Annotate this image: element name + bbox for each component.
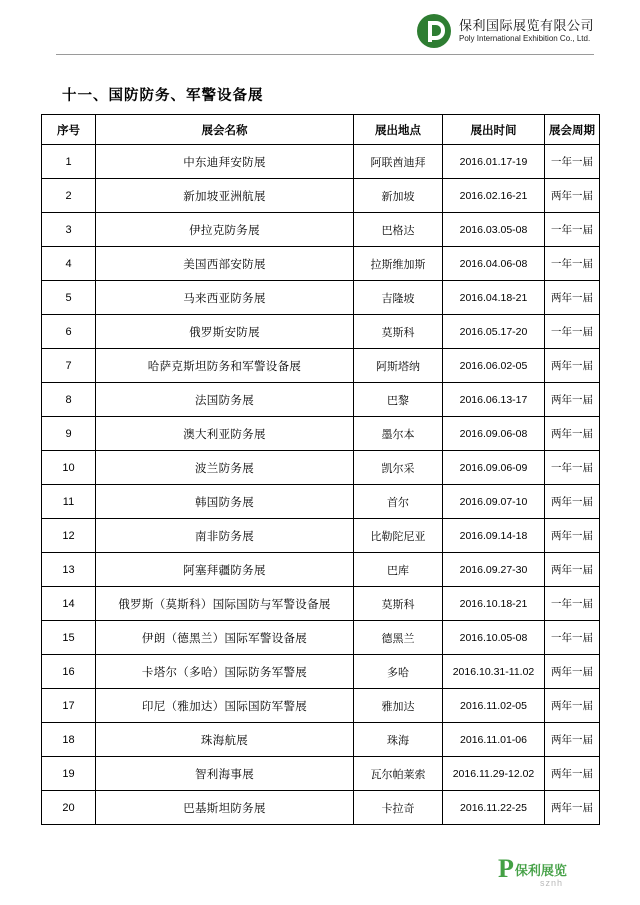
cell-cycle: 两年一届	[545, 349, 600, 383]
table-row	[42, 417, 600, 451]
cell-index: 1	[42, 145, 96, 179]
table-row	[42, 791, 600, 825]
cell-index: 18	[42, 723, 96, 757]
table-row	[42, 689, 600, 723]
cell-index: 20	[42, 791, 96, 825]
cell-place: 比勒陀尼亚	[354, 519, 443, 553]
company-header	[417, 14, 594, 48]
cell-name: 巴基斯坦防务展	[96, 791, 354, 825]
cell-date: 2016.01.17-19	[443, 145, 545, 179]
cell-cycle: 两年一届	[545, 655, 600, 689]
table-row	[42, 281, 600, 315]
cell-place: 多哈	[354, 655, 443, 689]
cell-index: 17	[42, 689, 96, 723]
cell-cycle: 两年一届	[545, 485, 600, 519]
cell-date: 2016.03.05-08	[443, 213, 545, 247]
exhibition-table	[41, 114, 600, 825]
cell-place: 瓦尔帕莱索	[354, 757, 443, 791]
cell-date: 2016.09.06-09	[443, 451, 545, 485]
cell-cycle: 两年一届	[545, 757, 600, 791]
cell-name: 伊拉克防务展	[96, 213, 354, 247]
table-row	[42, 485, 600, 519]
table-row	[42, 383, 600, 417]
cell-cycle: 两年一届	[545, 383, 600, 417]
cell-name: 珠海航展	[96, 723, 354, 757]
cell-place: 雅加达	[354, 689, 443, 723]
watermark-logo-icon: P	[498, 854, 514, 883]
cell-index: 6	[42, 315, 96, 349]
cell-cycle: 一年一届	[545, 145, 600, 179]
cell-index: 4	[42, 247, 96, 281]
cell-index: 15	[42, 621, 96, 655]
cell-index: 2	[42, 179, 96, 213]
cell-index: 19	[42, 757, 96, 791]
cell-date: 2016.05.17-20	[443, 315, 545, 349]
cell-index: 13	[42, 553, 96, 587]
cell-name: 俄罗斯（莫斯科）国际国防与军警设备展	[96, 587, 354, 621]
cell-place: 德黑兰	[354, 621, 443, 655]
header-divider	[56, 54, 594, 55]
cell-name: 澳大利亚防务展	[96, 417, 354, 451]
cell-name: 中东迪拜安防展	[96, 145, 354, 179]
table-row	[42, 621, 600, 655]
table-row	[42, 179, 600, 213]
cell-date: 2016.10.05-08	[443, 621, 545, 655]
company-name-cn: 保利国际展览有限公司	[458, 17, 594, 33]
cell-index: 10	[42, 451, 96, 485]
cell-index: 14	[42, 587, 96, 621]
cell-date: 2016.11.29-12.02	[443, 757, 545, 791]
cell-place: 吉隆坡	[354, 281, 443, 315]
column-header-place: 展出地点	[354, 115, 443, 145]
company-name-block	[459, 18, 594, 44]
cell-place: 莫斯科	[354, 315, 443, 349]
table-row	[42, 587, 600, 621]
cell-date: 2016.10.18-21	[443, 587, 545, 621]
table-row	[42, 553, 600, 587]
table-row	[42, 723, 600, 757]
cell-cycle: 一年一届	[545, 451, 600, 485]
cell-cycle: 两年一届	[545, 417, 600, 451]
table-row	[42, 519, 600, 553]
cell-place: 珠海	[354, 723, 443, 757]
cell-date: 2016.11.22-25	[443, 791, 545, 825]
cell-date: 2016.06.13-17	[443, 383, 545, 417]
cell-date: 2016.09.07-10	[443, 485, 545, 519]
table-row	[42, 315, 600, 349]
cell-index: 16	[42, 655, 96, 689]
column-header-name: 展会名称	[96, 115, 354, 145]
cell-cycle: 两年一届	[545, 791, 600, 825]
cell-name: 卡塔尔（多哈）国际防务军警展	[96, 655, 354, 689]
company-name-en: Poly International Exhibition Co., Ltd.	[458, 34, 591, 44]
cell-cycle: 两年一届	[545, 281, 600, 315]
cell-name: 马来西亚防务展	[96, 281, 354, 315]
exhibition-table-wrapper	[41, 114, 599, 825]
cell-name: 智利海事展	[96, 757, 354, 791]
cell-place: 阿联酋迪拜	[354, 145, 443, 179]
cell-place: 巴库	[354, 553, 443, 587]
watermark-sub: sznh	[540, 878, 564, 888]
cell-date: 2016.09.14-18	[443, 519, 545, 553]
cell-name: 伊朗（德黑兰）国际军警设备展	[96, 621, 354, 655]
watermark-label: 保利展览	[514, 862, 567, 878]
cell-cycle: 一年一届	[545, 621, 600, 655]
cell-cycle: 一年一届	[545, 213, 600, 247]
table-row	[42, 451, 600, 485]
column-header-date: 展出时间	[443, 115, 545, 145]
cell-name: 韩国防务展	[96, 485, 354, 519]
cell-place: 卡拉奇	[354, 791, 443, 825]
cell-date: 2016.04.06-08	[443, 247, 545, 281]
poly-circle-p-logo-icon	[417, 14, 451, 48]
table-row	[42, 757, 600, 791]
cell-index: 3	[42, 213, 96, 247]
cell-date: 2016.04.18-21	[443, 281, 545, 315]
cell-date: 2016.09.27-30	[443, 553, 545, 587]
table-row	[42, 655, 600, 689]
cell-place: 巴黎	[354, 383, 443, 417]
cell-cycle: 两年一届	[545, 723, 600, 757]
table-row	[42, 247, 600, 281]
table-header-row	[42, 115, 600, 145]
cell-place: 新加坡	[354, 179, 443, 213]
cell-date: 2016.11.01-06	[443, 723, 545, 757]
cell-cycle: 一年一届	[545, 247, 600, 281]
cell-name: 南非防务展	[96, 519, 354, 553]
cell-index: 12	[42, 519, 96, 553]
cell-place: 阿斯塔纳	[354, 349, 443, 383]
cell-place: 莫斯科	[354, 587, 443, 621]
cell-name: 波兰防务展	[96, 451, 354, 485]
cell-cycle: 两年一届	[545, 689, 600, 723]
cell-index: 8	[42, 383, 96, 417]
cell-date: 2016.10.31-11.02	[443, 655, 545, 689]
table-row	[42, 213, 600, 247]
cell-cycle: 一年一届	[545, 315, 600, 349]
cell-date: 2016.02.16-21	[443, 179, 545, 213]
cell-date: 2016.11.02-05	[443, 689, 545, 723]
cell-place: 巴格达	[354, 213, 443, 247]
cell-place: 墨尔本	[354, 417, 443, 451]
cell-cycle: 两年一届	[545, 553, 600, 587]
column-header-index: 序号	[42, 115, 96, 145]
cell-place: 凯尔采	[354, 451, 443, 485]
cell-name: 法国防务展	[96, 383, 354, 417]
cell-name: 美国西部安防展	[96, 247, 354, 281]
cell-name: 阿塞拜疆防务展	[96, 553, 354, 587]
cell-name: 哈萨克斯坦防务和军警设备展	[96, 349, 354, 383]
cell-date: 2016.09.06-08	[443, 417, 545, 451]
cell-place: 首尔	[354, 485, 443, 519]
cell-name: 新加坡亚洲航展	[96, 179, 354, 213]
cell-cycle: 一年一届	[545, 587, 600, 621]
cell-date: 2016.06.02-05	[443, 349, 545, 383]
table-row	[42, 349, 600, 383]
cell-cycle: 两年一届	[545, 179, 600, 213]
column-header-cycle: 展会周期	[545, 115, 600, 145]
cell-place: 拉斯维加斯	[354, 247, 443, 281]
cell-cycle: 两年一届	[545, 519, 600, 553]
table-row	[42, 145, 600, 179]
cell-index: 11	[42, 485, 96, 519]
cell-name: 印尼（雅加达）国际国防军警展	[96, 689, 354, 723]
cell-index: 7	[42, 349, 96, 383]
cell-index: 5	[42, 281, 96, 315]
cell-name: 俄罗斯安防展	[96, 315, 354, 349]
page-title: 十一、国防防务、军警设备展	[62, 88, 264, 104]
cell-index: 9	[42, 417, 96, 451]
